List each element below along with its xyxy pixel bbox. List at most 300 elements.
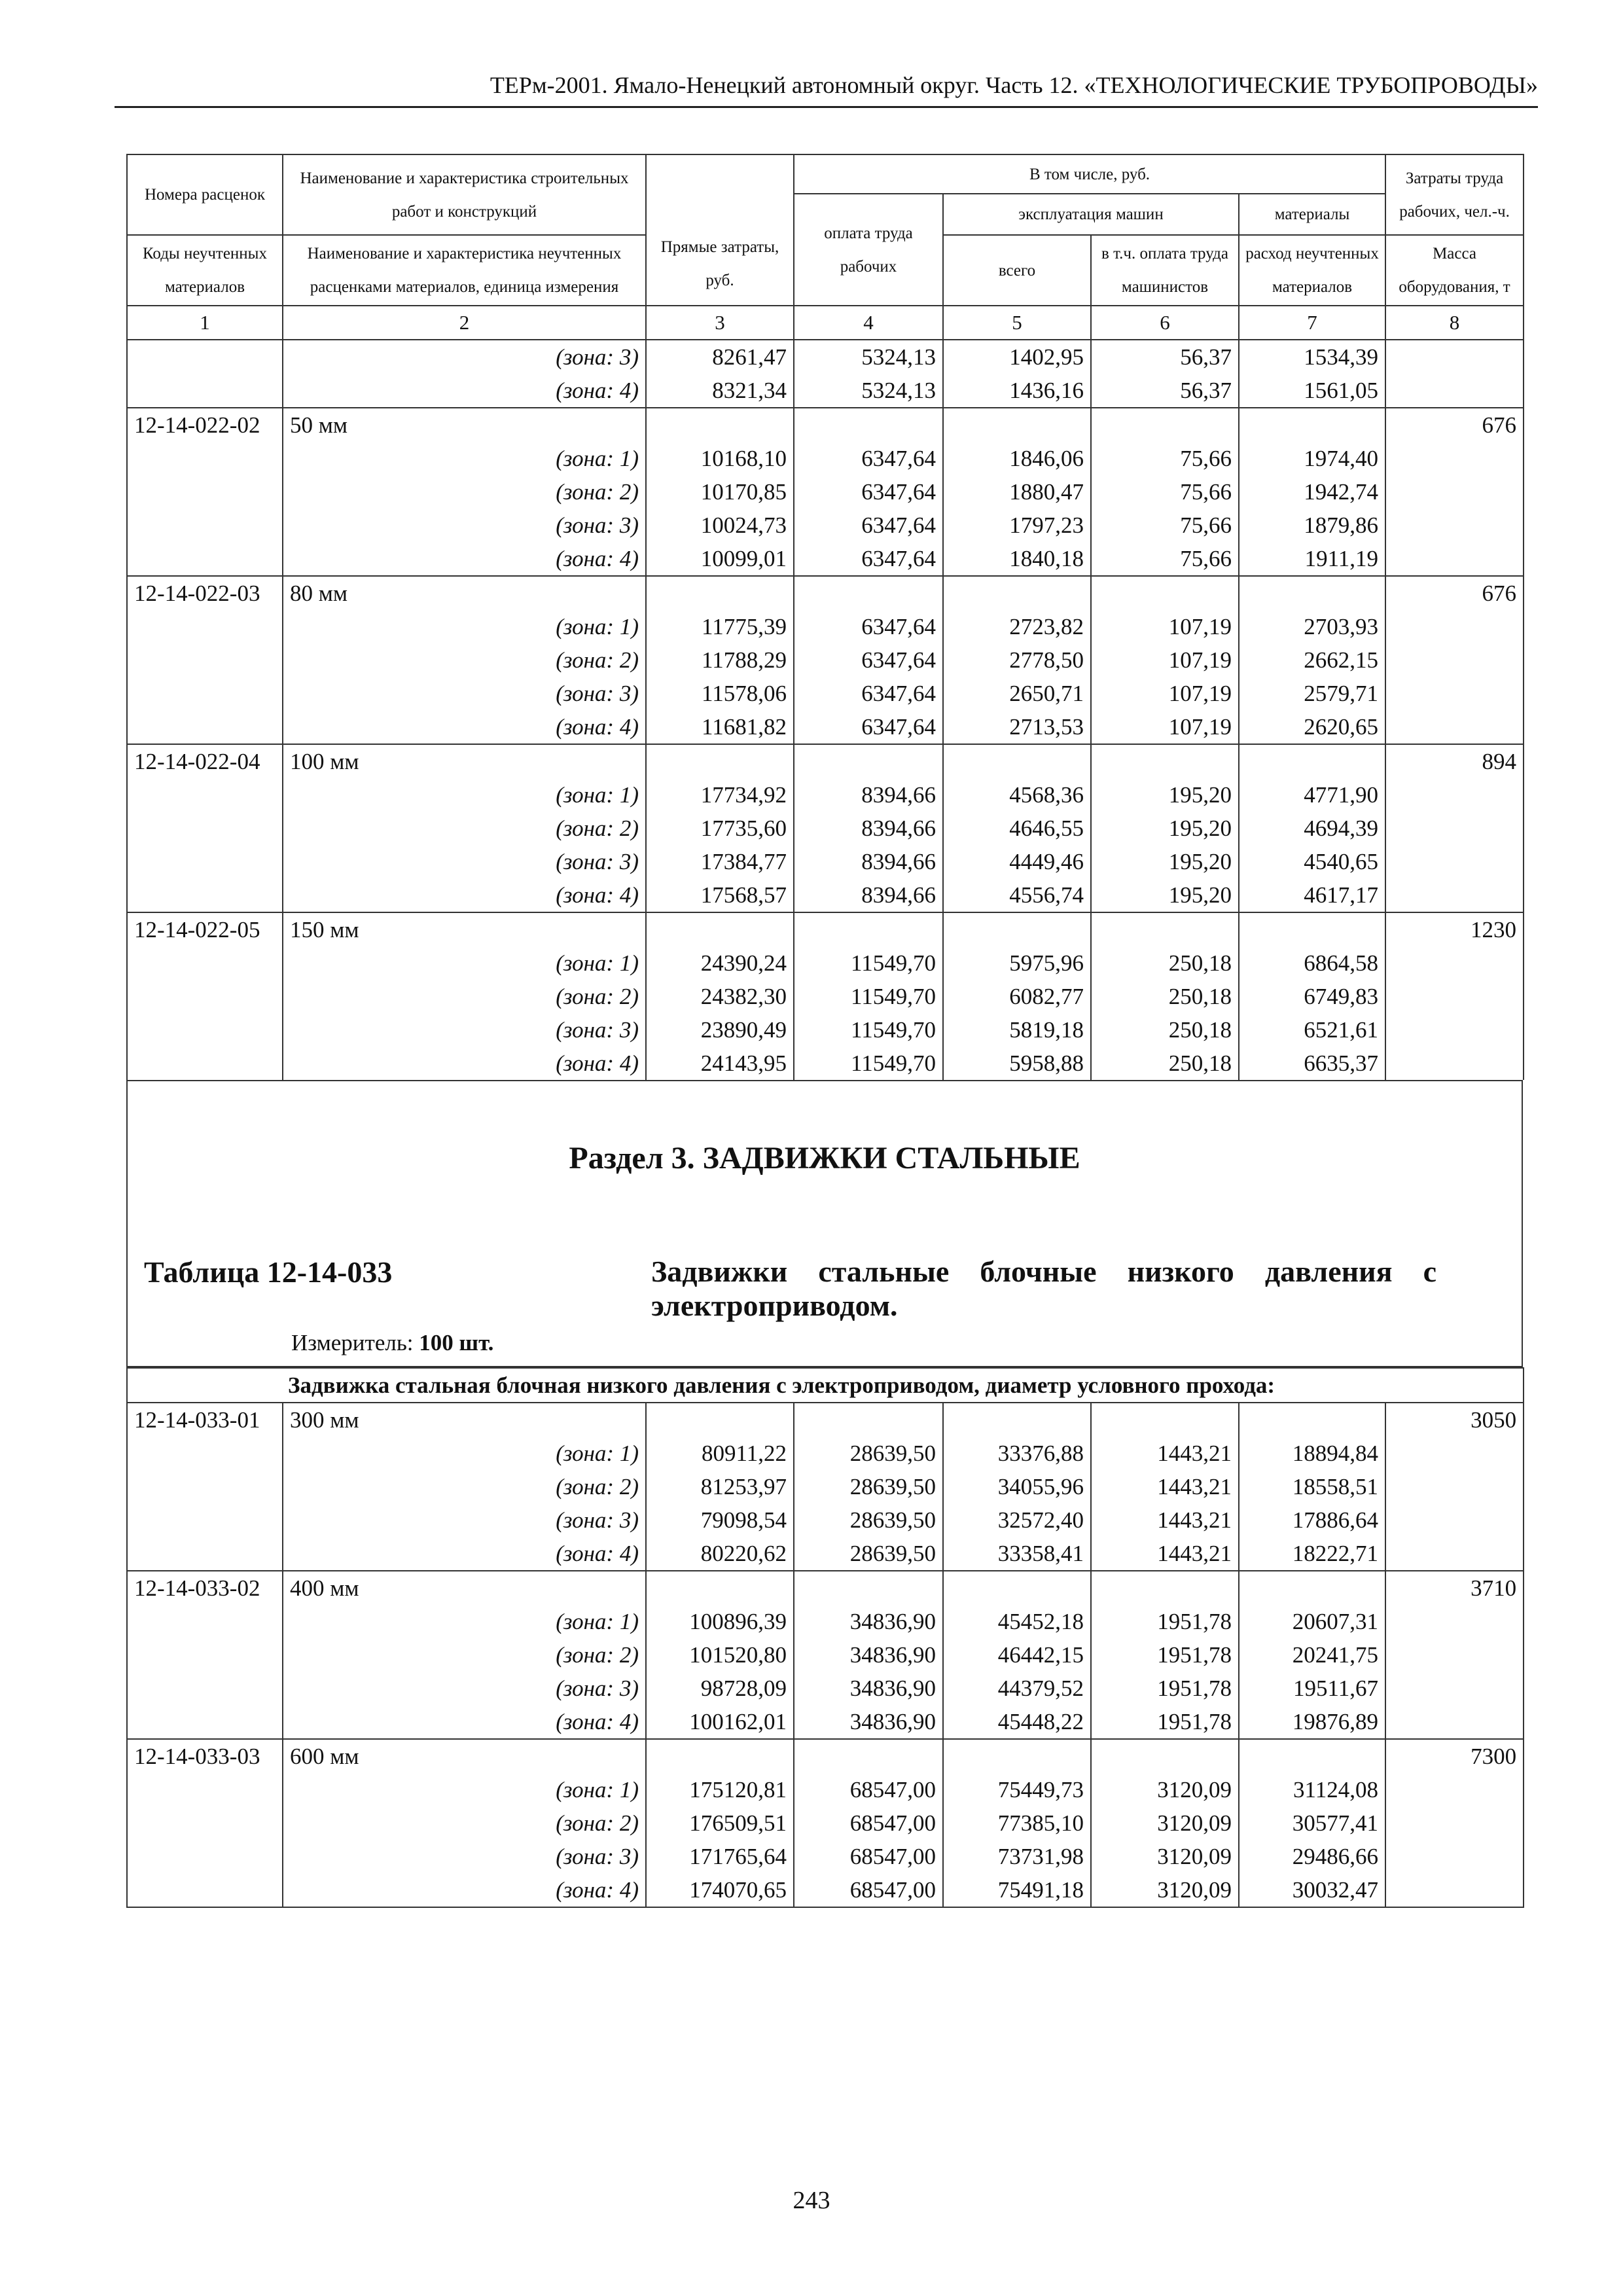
empty-cell [127,1672,283,1705]
empty-cell [1239,408,1385,442]
empty-cell [127,878,283,912]
table-row [127,1470,1524,1503]
empty-cell [943,1403,1091,1437]
column-number: 8 [1385,306,1524,340]
labor-hours: 7300 [1385,1739,1524,1773]
empty-cell [1385,1470,1524,1503]
value-direct: 10099,01 [646,542,794,576]
value-machinists: 56,37 [1091,340,1239,374]
value-machinists: 1443,21 [1091,1503,1239,1537]
rate-code: 12-14-022-05 [127,912,283,946]
table-row [127,1739,1524,1773]
value-machinists: 250,18 [1091,1047,1239,1080]
page-number: 243 [793,2187,830,2214]
value-labor: 6347,64 [794,710,943,744]
labor-hours: 1230 [1385,912,1524,946]
rate-name: 50 мм [283,408,646,442]
hdr-name-materials: Наименование и характеристика неучтенных расценками материалов, единица измерения [283,235,646,306]
value-labor: 11549,70 [794,946,943,980]
value-direct: 100896,39 [646,1605,794,1638]
value-machines: 46442,15 [943,1638,1091,1672]
section-block [126,1080,1523,1367]
empty-cell [1091,1403,1239,1437]
value-machines: 1840,18 [943,542,1091,576]
value-direct: 98728,09 [646,1672,794,1705]
empty-cell [1385,812,1524,845]
column-number: 4 [794,306,943,340]
value-machines: 2713,53 [943,710,1091,744]
empty-cell [1385,710,1524,744]
table-subheading: Задвижка стальная блочная низкого давления с электроприводом, диаметр условного прохода: [127,1368,1524,1403]
value-materials: 2620,65 [1239,710,1385,744]
table-row [127,340,1524,374]
value-materials: 18558,51 [1239,1470,1385,1503]
empty-cell [646,1571,794,1605]
value-direct: 17384,77 [646,845,794,878]
hdr-equipment-mass: Масса оборудования, т [1385,235,1524,306]
rate-code: 12-14-033-03 [127,1739,283,1773]
value-materials: 18222,71 [1239,1537,1385,1571]
value-labor: 11549,70 [794,980,943,1013]
value-materials: 20607,31 [1239,1605,1385,1638]
hdr-total: всего [943,235,1091,306]
zone-label: (зона: 4) [283,1705,646,1739]
value-machines: 44379,52 [943,1672,1091,1705]
empty-cell [1385,677,1524,710]
table-row [127,1705,1524,1739]
zone-label: (зона: 1) [283,610,646,643]
value-machinists: 250,18 [1091,946,1239,980]
value-machines: 1880,47 [943,475,1091,509]
table-row [127,1503,1524,1537]
value-materials: 1879,86 [1239,509,1385,542]
empty-cell [1385,610,1524,643]
value-machines: 4568,36 [943,778,1091,812]
empty-cell [1385,1047,1524,1080]
empty-cell [1385,980,1524,1013]
meter-label: Измеритель: [291,1330,414,1355]
empty-cell [127,812,283,845]
zone-label: (зона: 4) [283,542,646,576]
value-direct: 176509,51 [646,1806,794,1840]
table-row [127,677,1524,710]
section-title: Раздел 3. ЗАДВИЖКИ СТАЛЬНЫЕ [569,1141,1080,1175]
value-direct: 17568,57 [646,878,794,912]
value-labor: 28639,50 [794,1470,943,1503]
value-labor: 68547,00 [794,1873,943,1907]
value-materials: 17886,64 [1239,1503,1385,1537]
zone-label: (зона: 1) [283,946,646,980]
empty-cell [127,778,283,812]
value-direct: 80911,22 [646,1437,794,1470]
value-direct: 8321,34 [646,374,794,408]
empty-cell [794,1403,943,1437]
value-direct: 171765,64 [646,1840,794,1873]
value-materials: 20241,75 [1239,1638,1385,1672]
empty-cell [127,1503,283,1537]
empty-cell [794,744,943,778]
value-materials: 4617,17 [1239,878,1385,912]
empty-cell [1385,340,1524,374]
value-direct: 24143,95 [646,1047,794,1080]
value-labor: 6347,64 [794,643,943,677]
zone-label: (зона: 4) [283,374,646,408]
value-labor: 6347,64 [794,677,943,710]
empty-cell [127,509,283,542]
empty-cell [1385,845,1524,878]
table-row [127,1773,1524,1806]
zone-label: (зона: 4) [283,1873,646,1907]
value-materials: 4771,90 [1239,778,1385,812]
hdr-machine-ops: эксплуатация машин [943,194,1239,235]
table-row [127,912,1524,946]
value-direct: 10168,10 [646,442,794,475]
value-labor: 6347,64 [794,442,943,475]
labor-hours: 676 [1385,408,1524,442]
zone-label: (зона: 2) [283,643,646,677]
value-machines: 4556,74 [943,878,1091,912]
value-machinists: 1443,21 [1091,1537,1239,1571]
empty-cell [127,1013,283,1047]
empty-cell [1091,408,1239,442]
table-label: Таблица 12-14-033 [144,1255,393,1289]
value-machinists: 56,37 [1091,374,1239,408]
value-materials: 31124,08 [1239,1773,1385,1806]
value-materials: 30032,47 [1239,1873,1385,1907]
empty-cell [1385,778,1524,812]
empty-cell [127,475,283,509]
empty-cell [1239,576,1385,610]
column-number: 3 [646,306,794,340]
empty-cell [1385,1873,1524,1907]
value-machines: 33358,41 [943,1537,1091,1571]
value-machinists: 3120,09 [1091,1806,1239,1840]
zone-label: (зона: 1) [283,1773,646,1806]
empty-cell [943,912,1091,946]
empty-cell [646,576,794,610]
value-direct: 11775,39 [646,610,794,643]
value-direct: 17735,60 [646,812,794,845]
value-labor: 11549,70 [794,1013,943,1047]
empty-cell [1239,1403,1385,1437]
value-machines: 1797,23 [943,509,1091,542]
rate-name: 150 мм [283,912,646,946]
zone-label: (зона: 4) [283,1047,646,1080]
value-machinists: 1951,78 [1091,1672,1239,1705]
column-number: 1 [127,306,283,340]
table-row [127,845,1524,878]
hdr-codes-materials: Коды неучтенных материалов [127,235,283,306]
empty-cell [1385,1840,1524,1873]
value-materials: 4694,39 [1239,812,1385,845]
table-row [127,610,1524,643]
column-number: 5 [943,306,1091,340]
value-direct: 17734,92 [646,778,794,812]
value-labor: 28639,50 [794,1537,943,1571]
value-machines: 32572,40 [943,1503,1091,1537]
rates-table-bottom [126,1367,1524,1908]
value-machinists: 1951,78 [1091,1705,1239,1739]
meter [291,1330,493,1356]
empty-cell [1385,374,1524,408]
table-row [127,643,1524,677]
empty-cell [1385,475,1524,509]
value-labor: 5324,13 [794,340,943,374]
value-labor: 11549,70 [794,1047,943,1080]
empty-cell [127,677,283,710]
empty-cell [127,946,283,980]
value-direct: 100162,01 [646,1705,794,1739]
zone-label: (зона: 4) [283,878,646,912]
table-row [127,1840,1524,1873]
value-materials: 19876,89 [1239,1705,1385,1739]
empty-cell [1385,509,1524,542]
empty-cell [1091,1739,1239,1773]
value-machinists: 107,19 [1091,643,1239,677]
value-direct: 24382,30 [646,980,794,1013]
value-direct: 11788,29 [646,643,794,677]
zone-label: (зона: 2) [283,1470,646,1503]
empty-cell [127,542,283,576]
empty-cell [1091,1571,1239,1605]
value-materials: 1911,19 [1239,542,1385,576]
empty-cell [127,1840,283,1873]
value-direct: 101520,80 [646,1638,794,1672]
table-row [127,1605,1524,1638]
value-materials: 1974,40 [1239,442,1385,475]
value-materials: 19511,67 [1239,1672,1385,1705]
column-number: 6 [1091,306,1239,340]
value-materials: 6749,83 [1239,980,1385,1013]
value-machines: 1402,95 [943,340,1091,374]
zone-label: (зона: 4) [283,1537,646,1571]
value-machinists: 107,19 [1091,710,1239,744]
value-machines: 2723,82 [943,610,1091,643]
hdr-labor-costs: Затраты труда рабочих, чел.-ч. [1385,154,1524,235]
table-row [127,1672,1524,1705]
value-machinists: 75,66 [1091,442,1239,475]
empty-cell [1385,1638,1524,1672]
rates-table-top [126,154,1524,1080]
table-row [127,744,1524,778]
value-labor: 8394,66 [794,845,943,878]
value-machines: 45448,22 [943,1705,1091,1739]
empty-cell [1385,442,1524,475]
labor-hours: 3710 [1385,1571,1524,1605]
value-machinists: 75,66 [1091,542,1239,576]
zone-label: (зона: 3) [283,1672,646,1705]
hdr-rate-numbers: Номера расценок [127,154,283,235]
value-materials: 1534,39 [1239,340,1385,374]
zone-label: (зона: 3) [283,1840,646,1873]
empty-cell [1239,744,1385,778]
zone-label: (зона: 3) [283,509,646,542]
value-machinists: 75,66 [1091,475,1239,509]
rate-code: 12-14-022-03 [127,576,283,610]
empty-cell [127,340,283,374]
empty-cell [127,610,283,643]
value-direct: 24390,24 [646,946,794,980]
empty-cell [646,408,794,442]
empty-cell [127,1705,283,1739]
meter-value: 100 шт. [419,1330,494,1355]
empty-cell [127,1605,283,1638]
table-row [127,576,1524,610]
table-row [127,812,1524,845]
zone-label: (зона: 1) [283,442,646,475]
value-machinists: 195,20 [1091,845,1239,878]
empty-cell [127,1437,283,1470]
hdr-incl-machinists: в т.ч. оплата труда машинистов [1091,235,1239,306]
rate-code: 12-14-033-02 [127,1571,283,1605]
empty-cell [1385,1672,1524,1705]
zone-label: (зона: 3) [283,677,646,710]
empty-cell [794,912,943,946]
value-direct: 175120,81 [646,1773,794,1806]
value-labor: 68547,00 [794,1840,943,1873]
value-materials: 29486,66 [1239,1840,1385,1873]
table-row [127,980,1524,1013]
rate-name: 600 мм [283,1739,646,1773]
rate-code: 12-14-022-04 [127,744,283,778]
table-row [127,509,1524,542]
value-machinists: 1951,78 [1091,1638,1239,1672]
value-machines: 2778,50 [943,643,1091,677]
table-description: Задвижки стальные блочные низкого давления с электроприводом. [651,1255,1436,1322]
value-direct: 80220,62 [646,1537,794,1571]
empty-cell [1385,1605,1524,1638]
value-labor: 28639,50 [794,1503,943,1537]
value-labor: 34836,90 [794,1672,943,1705]
value-labor: 8394,66 [794,778,943,812]
value-machines: 1846,06 [943,442,1091,475]
hdr-name-works: Наименование и характеристика строительных работ и конструкций [283,154,646,235]
value-machines: 75491,18 [943,1873,1091,1907]
zone-label: (зона: 2) [283,1806,646,1840]
value-machines: 73731,98 [943,1840,1091,1873]
value-labor: 6347,64 [794,509,943,542]
value-labor: 6347,64 [794,542,943,576]
empty-cell [127,643,283,677]
value-labor: 68547,00 [794,1773,943,1806]
header-title: ТЕРм-2001. Ямало-Ненецкий автономный округ. Часть 12. «ТЕХНОЛОГИЧЕСКИЕ ТРУБОПРОВОДЫ» [490,72,1538,98]
rate-code: 12-14-022-02 [127,408,283,442]
value-direct: 23890,49 [646,1013,794,1047]
table-row [127,408,1524,442]
hdr-direct-costs: Прямые затраты, руб. [646,154,794,306]
table-row [127,542,1524,576]
empty-cell [1385,542,1524,576]
zone-label: (зона: 3) [283,1013,646,1047]
empty-cell [794,1571,943,1605]
table-row [127,1403,1524,1437]
value-materials: 6635,37 [1239,1047,1385,1080]
value-labor: 34836,90 [794,1705,943,1739]
empty-cell [1091,912,1239,946]
value-materials: 2703,93 [1239,610,1385,643]
value-materials: 4540,65 [1239,845,1385,878]
table-row [127,710,1524,744]
empty-cell [794,576,943,610]
empty-cell [127,1047,283,1080]
value-machinists: 107,19 [1091,610,1239,643]
empty-cell [1385,1773,1524,1806]
value-materials: 30577,41 [1239,1806,1385,1840]
value-materials: 1561,05 [1239,374,1385,408]
value-machines: 34055,96 [943,1470,1091,1503]
empty-cell [127,710,283,744]
empty-cell [127,1638,283,1672]
empty-cell [127,980,283,1013]
value-labor: 5324,13 [794,374,943,408]
empty-cell [1385,643,1524,677]
column-number: 2 [283,306,646,340]
empty-cell [127,374,283,408]
column-number: 7 [1239,306,1385,340]
zone-label: (зона: 2) [283,980,646,1013]
value-machinists: 195,20 [1091,878,1239,912]
hdr-materials: материалы [1239,194,1385,235]
zone-label: (зона: 1) [283,1437,646,1470]
table-row [127,778,1524,812]
empty-cell [646,912,794,946]
value-direct: 8261,47 [646,340,794,374]
value-machines: 1436,16 [943,374,1091,408]
empty-cell [127,1537,283,1571]
zone-label: (зона: 1) [283,778,646,812]
value-labor: 8394,66 [794,878,943,912]
empty-cell [1385,1806,1524,1840]
running-header [115,71,1538,108]
hdr-in-that: В том числе, руб. [794,154,1385,194]
rate-name: 400 мм [283,1571,646,1605]
empty-cell [1385,1503,1524,1537]
table-row [127,1806,1524,1840]
empty-cell [1239,1571,1385,1605]
labor-hours: 676 [1385,576,1524,610]
value-direct: 79098,54 [646,1503,794,1537]
value-machines: 6082,77 [943,980,1091,1013]
value-machines: 33376,88 [943,1437,1091,1470]
value-labor: 68547,00 [794,1806,943,1840]
empty-cell [646,744,794,778]
value-machinists: 195,20 [1091,778,1239,812]
table-row [127,878,1524,912]
empty-cell [1385,1437,1524,1470]
empty-cell [646,1739,794,1773]
empty-cell [1385,946,1524,980]
empty-cell [943,1571,1091,1605]
table-row [127,1873,1524,1907]
empty-cell [127,1773,283,1806]
value-labor: 28639,50 [794,1437,943,1470]
zone-label: (зона: 3) [283,845,646,878]
value-machinists: 1443,21 [1091,1437,1239,1470]
table-row [127,946,1524,980]
value-materials: 2662,15 [1239,643,1385,677]
empty-cell [1385,1013,1524,1047]
empty-cell [794,408,943,442]
hdr-uncounted-materials: расход неучтенных материалов [1239,235,1385,306]
zone-label: (зона: 3) [283,1503,646,1537]
value-machines: 4449,46 [943,845,1091,878]
table-row [127,374,1524,408]
value-machines: 45452,18 [943,1605,1091,1638]
value-machines: 2650,71 [943,677,1091,710]
value-labor: 6347,64 [794,610,943,643]
empty-cell [794,1739,943,1773]
empty-cell [1385,1537,1524,1571]
